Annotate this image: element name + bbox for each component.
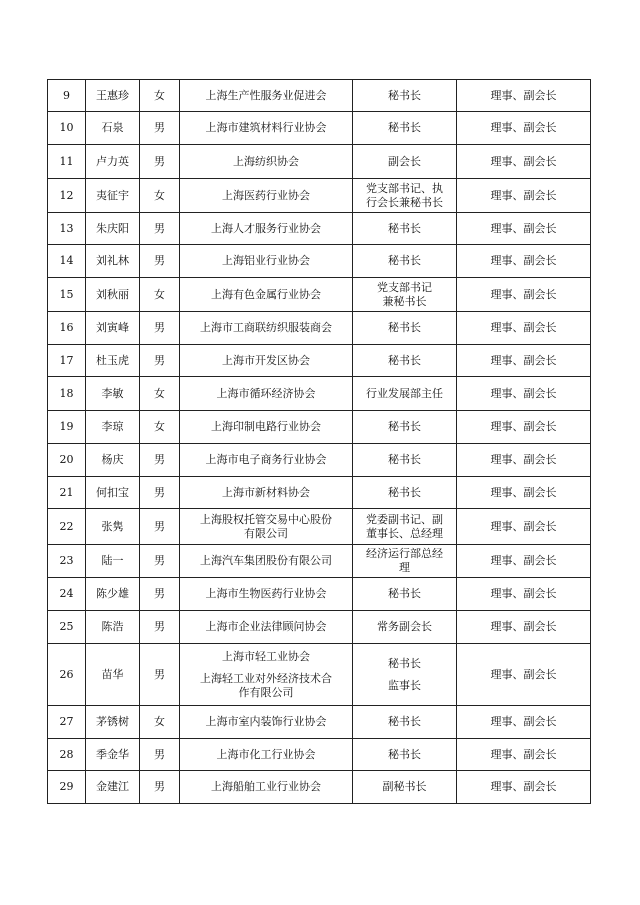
member-gender: 男 [140,578,180,611]
member-name: 苗华 [86,644,140,706]
member-organization [180,509,353,545]
member-organization-line: 上海生产性服务业促进会 [205,88,327,102]
member-organization-line: 上海人才服务行业协会 [211,221,321,235]
member-organization [180,611,353,644]
member-organization [180,278,353,312]
member-name: 刘礼林 [86,245,140,278]
member-role: 理事、副会长 [457,112,591,145]
member-name: 刘秋丽 [86,278,140,312]
member-role: 理事、副会长 [457,345,591,377]
member-gender: 男 [140,312,180,345]
member-table-body [48,80,591,804]
table-row [48,706,591,739]
member-position [353,278,457,312]
row-number: 12 [48,179,86,213]
member-position [353,145,457,179]
table-row [48,509,591,545]
row-number: 29 [48,771,86,804]
row-number: 14 [48,245,86,278]
member-organization-line: 上海市新材料协会 [222,485,310,499]
member-position-line: 秘书长 [388,221,421,235]
member-position-line: 秘书长 [388,485,421,499]
member-organization [180,706,353,739]
member-organization-line: 作有限公司 [238,685,294,699]
member-position [353,545,457,578]
member-position-line: 秘书长 [388,715,421,728]
member-organization-line: 有限公司 [244,526,288,540]
member-position [353,179,457,213]
member-position-line: 党委副书记、副 [366,512,443,526]
member-name: 李琼 [86,411,140,444]
member-name: 张隽 [86,509,140,545]
member-name: 季金华 [86,739,140,771]
member-gender: 女 [140,278,180,312]
member-gender: 女 [140,377,180,411]
member-position [353,377,457,411]
member-role: 理事、副会长 [457,739,591,771]
member-role: 理事、副会长 [457,545,591,578]
member-name: 陆一 [86,545,140,578]
member-gender: 女 [140,80,180,112]
member-name: 卢力英 [86,145,140,179]
member-name: 茅锈树 [86,706,140,739]
member-position [353,706,457,739]
member-name: 李敏 [86,377,140,411]
member-organization-line: 上海汽车集团股份有限公司 [200,554,332,567]
member-organization [180,444,353,477]
member-organization-line: 上海市化工行业协会 [216,747,316,761]
member-organization-line: 上海纺织协会 [233,154,299,168]
member-role: 理事、副会长 [457,145,591,179]
member-name: 刘寅峰 [86,312,140,345]
member-organization-line: 上海市循环经济协会 [216,386,316,400]
member-position [353,213,457,245]
row-number: 21 [48,477,86,509]
member-position-line: 秘书长 [388,321,421,334]
member-gender: 男 [140,509,180,545]
member-gender: 男 [140,545,180,578]
member-organization-line: 上海市生物医药行业协会 [205,587,327,600]
table-row [48,345,591,377]
member-position-line: 理 [399,561,410,574]
table-row [48,444,591,477]
member-name: 杨庆 [86,444,140,477]
member-position-line: 兼秘书长 [382,294,427,308]
table-row [48,477,591,509]
member-organization-line: 上海市企业法律顾问协会 [205,620,327,633]
row-number: 13 [48,213,86,245]
member-position-line: 秘书长 [388,747,421,761]
row-number: 16 [48,312,86,345]
member-organization [180,771,353,804]
member-position-line: 行业发展部主任 [366,386,443,400]
member-position [353,509,457,545]
member-name: 何扣宝 [86,477,140,509]
member-organization [180,179,353,213]
row-number: 24 [48,578,86,611]
member-role: 理事、副会长 [457,477,591,509]
member-gender: 男 [140,145,180,179]
table-row [48,611,591,644]
member-gender: 女 [140,411,180,444]
member-position-line: 秘书长 [388,88,421,102]
member-gender: 女 [140,706,180,739]
row-number: 25 [48,611,86,644]
member-organization-line: 上海股权托管交易中心股份 [200,512,332,526]
table-row [48,278,591,312]
member-organization-line: 上海市室内装饰行业协会 [205,715,327,728]
member-role: 理事、副会长 [457,411,591,444]
table-row [48,771,591,804]
member-gender: 男 [140,739,180,771]
table-row [48,213,591,245]
member-name: 夷征宇 [86,179,140,213]
member-organization [180,644,353,706]
member-gender: 女 [140,179,180,213]
member-position [353,771,457,804]
table-row [48,377,591,411]
member-position [353,611,457,644]
member-organization-line: 上海市工商联纺织服装商会 [200,321,332,334]
member-role: 理事、副会长 [457,578,591,611]
row-number: 11 [48,145,86,179]
member-role: 理事、副会长 [457,80,591,112]
member-gender: 男 [140,345,180,377]
member-role: 理事、副会长 [457,179,591,213]
member-position [353,312,457,345]
member-position-line: 行会长兼秘书长 [366,195,443,209]
member-organization-line: 上海市电子商务行业协会 [205,453,327,466]
member-organization [180,477,353,509]
member-role: 理事、副会长 [457,706,591,739]
row-number: 23 [48,545,86,578]
member-position-line: 秘书长 [388,121,421,134]
member-name: 王惠珍 [86,80,140,112]
member-name: 石泉 [86,112,140,145]
table-row [48,312,591,345]
table-row [48,739,591,771]
member-organization-line: 上海铝业行业协会 [222,254,310,267]
member-gender: 男 [140,444,180,477]
member-organization [180,312,353,345]
table-row [48,145,591,179]
member-organization [180,411,353,444]
member-organization-line: 上海市开发区协会 [222,353,310,367]
member-position-line: 经济运行部总经 [366,547,443,560]
table-row [48,578,591,611]
member-role: 理事、副会长 [457,611,591,644]
member-gender: 男 [140,611,180,644]
member-position [353,477,457,509]
member-organization [180,112,353,145]
member-organization [180,345,353,377]
member-organization [180,739,353,771]
member-gender: 男 [140,112,180,145]
member-position [353,245,457,278]
row-number: 10 [48,112,86,145]
row-number: 19 [48,411,86,444]
table-row [48,545,591,578]
member-position-line: 秘书长 [388,353,421,367]
member-position-line: 秘书长 [388,254,421,267]
member-organization-line [182,664,350,672]
member-position [353,411,457,444]
member-role: 理事、副会长 [457,278,591,312]
member-position [353,80,457,112]
member-position-line: 秘书长 [388,420,421,433]
member-gender: 男 [140,644,180,706]
member-gender: 男 [140,477,180,509]
table-row [48,112,591,145]
member-position-line: 董事长、总经理 [366,526,443,540]
member-organization [180,213,353,245]
row-number: 17 [48,345,86,377]
row-number: 26 [48,644,86,706]
table-row [48,411,591,444]
member-organization [180,578,353,611]
table-row [48,179,591,213]
row-number: 28 [48,739,86,771]
member-position-line: 副秘书长 [382,780,427,793]
member-organization [180,145,353,179]
member-organization-line: 上海有色金属行业协会 [211,287,321,301]
member-position-line: 常务副会长 [377,620,432,633]
member-organization-line: 上海市建筑材料行业协会 [205,121,327,134]
member-gender: 男 [140,213,180,245]
member-position-line: 党支部书记、执 [366,181,443,195]
member-role: 理事、副会长 [457,213,591,245]
member-name: 朱庆阳 [86,213,140,245]
member-table [47,79,591,804]
row-number: 22 [48,509,86,545]
member-position-line: 副会长 [388,154,421,168]
member-organization-line: 上海船舶工业行业协会 [211,780,321,793]
member-name: 陈少雄 [86,578,140,611]
member-role: 理事、副会长 [457,312,591,345]
member-position-line [355,671,454,679]
table-row [48,80,591,112]
member-role: 理事、副会长 [457,245,591,278]
member-position [353,739,457,771]
member-name: 陈浩 [86,611,140,644]
member-position [353,112,457,145]
table-row [48,245,591,278]
row-number: 15 [48,278,86,312]
row-number: 9 [48,80,86,112]
row-number: 27 [48,706,86,739]
member-role: 理事、副会长 [457,377,591,411]
member-organization-line: 上海印制电路行业协会 [211,420,321,433]
member-name: 杜玉虎 [86,345,140,377]
member-organization [180,377,353,411]
member-organization-line: 上海市轻工业协会 [222,649,310,663]
member-gender: 男 [140,245,180,278]
member-organization [180,80,353,112]
row-number: 18 [48,377,86,411]
member-organization-line: 上海医药行业协会 [222,188,310,202]
row-number: 20 [48,444,86,477]
member-position-line: 秘书长 [388,453,421,466]
member-position [353,644,457,706]
member-organization-line: 上海轻工业对外经济技术合 [200,671,332,685]
member-gender: 男 [140,771,180,804]
member-name: 金建江 [86,771,140,804]
member-position [353,444,457,477]
member-position-line: 监事长 [388,678,421,692]
member-position-line: 党支部书记 [377,280,432,294]
member-role: 理事、副会长 [457,644,591,706]
table-row [48,644,591,706]
member-role: 理事、副会长 [457,444,591,477]
member-organization [180,545,353,578]
member-position [353,578,457,611]
member-position [353,345,457,377]
member-role: 理事、副会长 [457,771,591,804]
member-organization [180,245,353,278]
member-position-line: 秘书长 [388,587,421,600]
member-role: 理事、副会长 [457,509,591,545]
member-position-line: 秘书长 [388,656,421,670]
